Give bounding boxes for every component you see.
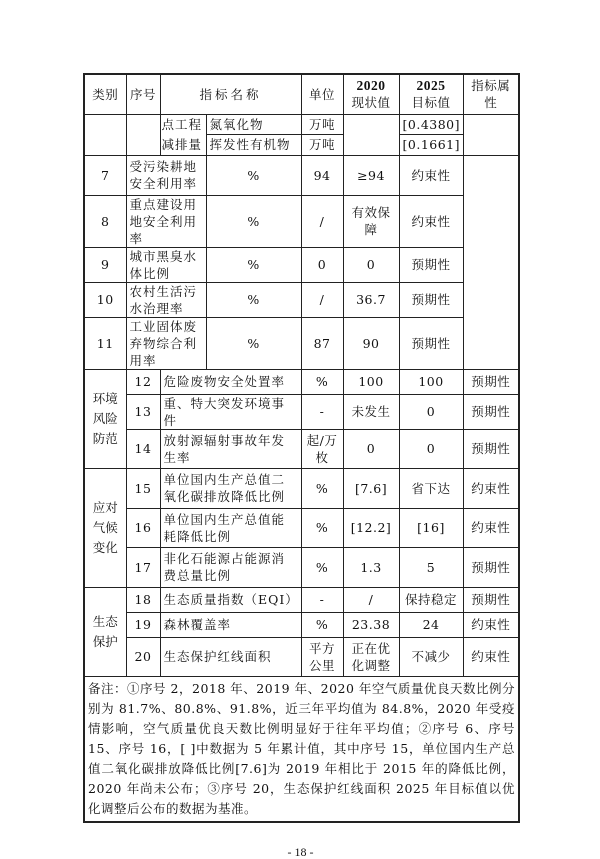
indicator-name: 工业固体废弃物综合利用率 xyxy=(126,317,206,369)
attr-cell: 预期性 xyxy=(463,369,519,394)
sub-name: 氮氧化物 xyxy=(206,114,301,135)
indicator-name: 重、特大突发环境事件 xyxy=(160,394,301,429)
header-2020-label: 现状值 xyxy=(351,95,391,111)
category-cell: 应对气候变化 xyxy=(84,468,126,587)
header-2025-label: 目标值 xyxy=(411,95,451,111)
header-2025 xyxy=(399,74,463,114)
indicator-name: 单位国内生产总值二氧化碳排放降低比例 xyxy=(160,468,301,508)
value-2025: 有效保障 xyxy=(343,195,399,247)
value-2025: 0 xyxy=(399,429,463,468)
table-row xyxy=(84,195,519,247)
indicator-name: 农村生活污水治理率 xyxy=(126,282,206,317)
value-2020: 87 xyxy=(301,317,343,369)
table-row xyxy=(84,547,519,587)
value-2025: [16] xyxy=(399,508,463,547)
value-2020: [12.2] xyxy=(343,508,399,547)
table-row xyxy=(84,508,519,547)
value-2020: 23.38 xyxy=(343,612,399,637)
value-2025: 省下达 xyxy=(399,468,463,508)
seq-cell: 17 xyxy=(126,547,160,587)
value-2020: 94 xyxy=(301,155,343,195)
value-2025: 100 xyxy=(399,369,463,394)
sub-target: [0.4380] xyxy=(399,114,463,135)
attr-cell: 约束性 xyxy=(399,195,463,247)
unit-cell: % xyxy=(206,247,301,282)
seq-cell xyxy=(126,114,160,155)
value-2025: 0 xyxy=(343,247,399,282)
value-2025: 36.7 xyxy=(343,282,399,317)
table-row xyxy=(84,468,519,508)
seq-cell: 8 xyxy=(84,195,126,247)
seq-cell: 20 xyxy=(126,637,160,676)
unit-cell: % xyxy=(301,547,343,587)
category-cell xyxy=(84,114,126,155)
table-row xyxy=(84,587,519,612)
sub-name: 挥发性有机物 xyxy=(206,135,301,156)
value-2020: 0 xyxy=(343,429,399,468)
indicator-name: 受污染耕地安全利用率 xyxy=(126,155,206,195)
category-cell: 环境风险防范 xyxy=(84,369,126,468)
value-2025: 0 xyxy=(399,394,463,429)
unit-cell: % xyxy=(206,155,301,195)
value-2025: 24 xyxy=(399,612,463,637)
indicator-name: 重点建设用地安全利用率 xyxy=(126,195,206,247)
seq-cell: 11 xyxy=(84,317,126,369)
indicator-name: 森林覆盖率 xyxy=(160,612,301,637)
attr-cell: 预期性 xyxy=(399,282,463,317)
seq-cell: 7 xyxy=(84,155,126,195)
value-2025: 保持稳定 xyxy=(399,587,463,612)
table-row xyxy=(84,369,519,394)
header-attr: 指标属性 xyxy=(463,74,519,114)
header-2020 xyxy=(343,74,399,114)
value-2025: ≥94 xyxy=(343,155,399,195)
attr-cell: 预期性 xyxy=(399,247,463,282)
header-unit: 单位 xyxy=(301,74,343,114)
indicator-name: 单位国内生产总值能耗降低比例 xyxy=(160,508,301,547)
seq-cell: 9 xyxy=(84,247,126,282)
page-content xyxy=(83,73,518,859)
attr-cell: 约束性 xyxy=(463,508,519,547)
seq-cell: 10 xyxy=(84,282,126,317)
header-name: 指标名称 xyxy=(160,74,301,114)
value-2025: 90 xyxy=(343,317,399,369)
table-row xyxy=(84,317,519,369)
value-2020: 1.3 xyxy=(343,547,399,587)
table-row xyxy=(84,394,519,429)
value-2025: 5 xyxy=(399,547,463,587)
indicator-name: 城市黑臭水体比例 xyxy=(126,247,206,282)
unit-cell: 起/万枚 xyxy=(301,429,343,468)
seq-cell: 14 xyxy=(126,429,160,468)
unit-cell: % xyxy=(301,508,343,547)
indicator-name: 生态保护红线面积 xyxy=(160,637,301,676)
table-row xyxy=(84,637,519,676)
unit-cell: % xyxy=(206,317,301,369)
attr-cell: 约束性 xyxy=(399,155,463,195)
seq-cell: 16 xyxy=(126,508,160,547)
table-row xyxy=(84,282,519,317)
attr-cell: 约束性 xyxy=(463,637,519,676)
value-2020: 正在优化调整 xyxy=(343,637,399,676)
table-row xyxy=(84,247,519,282)
note-row xyxy=(84,676,519,822)
attr-cell: 预期性 xyxy=(463,547,519,587)
note-text: 备注：①序号 2，2018 年、2019 年、2020 年空气质量优良天数比例分别为 81.7%、80.8%、91.8%，近三年平均值为 84.8%，2020 年受疫情影响，空气质量优良天数比例明显好于往年平均值；②序号 6、序号 15、序号 16，[ ]中数据为 5 年累计值，其中序号 15，单位国内生产总值二氧化碳排放降低比例[7.6]为 2019 年相比于 2015 年的降低比例，2020 年尚未公布；③序号 20，生态保护红线面积 2025 年目标值以优化调整后公布的数据为基准。 xyxy=(84,676,519,822)
sub-group-name: 点工程减排量 xyxy=(160,114,206,155)
header-2025-year: 2025 xyxy=(416,78,446,94)
value-2020: 100 xyxy=(343,369,399,394)
value-2025: 不减少 xyxy=(399,637,463,676)
sub-target: [0.1661] xyxy=(399,135,463,156)
value-2020: [7.6] xyxy=(343,468,399,508)
value-2020: / xyxy=(343,587,399,612)
unit-cell: % xyxy=(301,468,343,508)
header-row xyxy=(84,74,519,114)
unit-cell: % xyxy=(206,195,301,247)
seq-cell: 15 xyxy=(126,468,160,508)
value-2020: 0 xyxy=(301,247,343,282)
indicator-name: 非化石能源占能源消费总量比例 xyxy=(160,547,301,587)
attr-cell: 约束性 xyxy=(463,612,519,637)
sub-unit: 万吨 xyxy=(301,114,343,135)
attr-cell: 预期性 xyxy=(463,394,519,429)
indicator-table xyxy=(83,73,520,823)
attr-cell: 预期性 xyxy=(463,429,519,468)
indicator-name: 危险废物安全处置率 xyxy=(160,369,301,394)
header-category: 类别 xyxy=(84,74,126,114)
seq-cell: 18 xyxy=(126,587,160,612)
value-2020: / xyxy=(301,195,343,247)
value-2020: 未发生 xyxy=(343,394,399,429)
unit-cell: - xyxy=(301,587,343,612)
table-row xyxy=(84,429,519,468)
header-seq: 序号 xyxy=(126,74,160,114)
indicator-name: 生态质量指数（EQI） xyxy=(160,587,301,612)
category-cell: 生态保护 xyxy=(84,587,126,676)
page-number: - 18 - xyxy=(287,844,314,859)
table-row xyxy=(84,612,519,637)
unit-cell: % xyxy=(206,282,301,317)
unit-cell: - xyxy=(301,394,343,429)
unit-cell: % xyxy=(301,612,343,637)
value-2020: / xyxy=(301,282,343,317)
unit-cell: 平方公里 xyxy=(301,637,343,676)
seq-cell: 12 xyxy=(126,369,160,394)
attr-cell: 约束性 xyxy=(463,468,519,508)
sub-2020 xyxy=(343,114,399,155)
attr-cell: 预期性 xyxy=(463,587,519,612)
header-2020-year: 2020 xyxy=(356,78,386,94)
sub-attr xyxy=(463,114,519,155)
table-row xyxy=(84,155,519,195)
sub-unit: 万吨 xyxy=(301,135,343,156)
attr-cell: 预期性 xyxy=(399,317,463,369)
indicator-name: 放射源辐射事故年发生率 xyxy=(160,429,301,468)
table-row xyxy=(84,114,519,135)
unit-cell: % xyxy=(301,369,343,394)
seq-cell: 13 xyxy=(126,394,160,429)
seq-cell: 19 xyxy=(126,612,160,637)
